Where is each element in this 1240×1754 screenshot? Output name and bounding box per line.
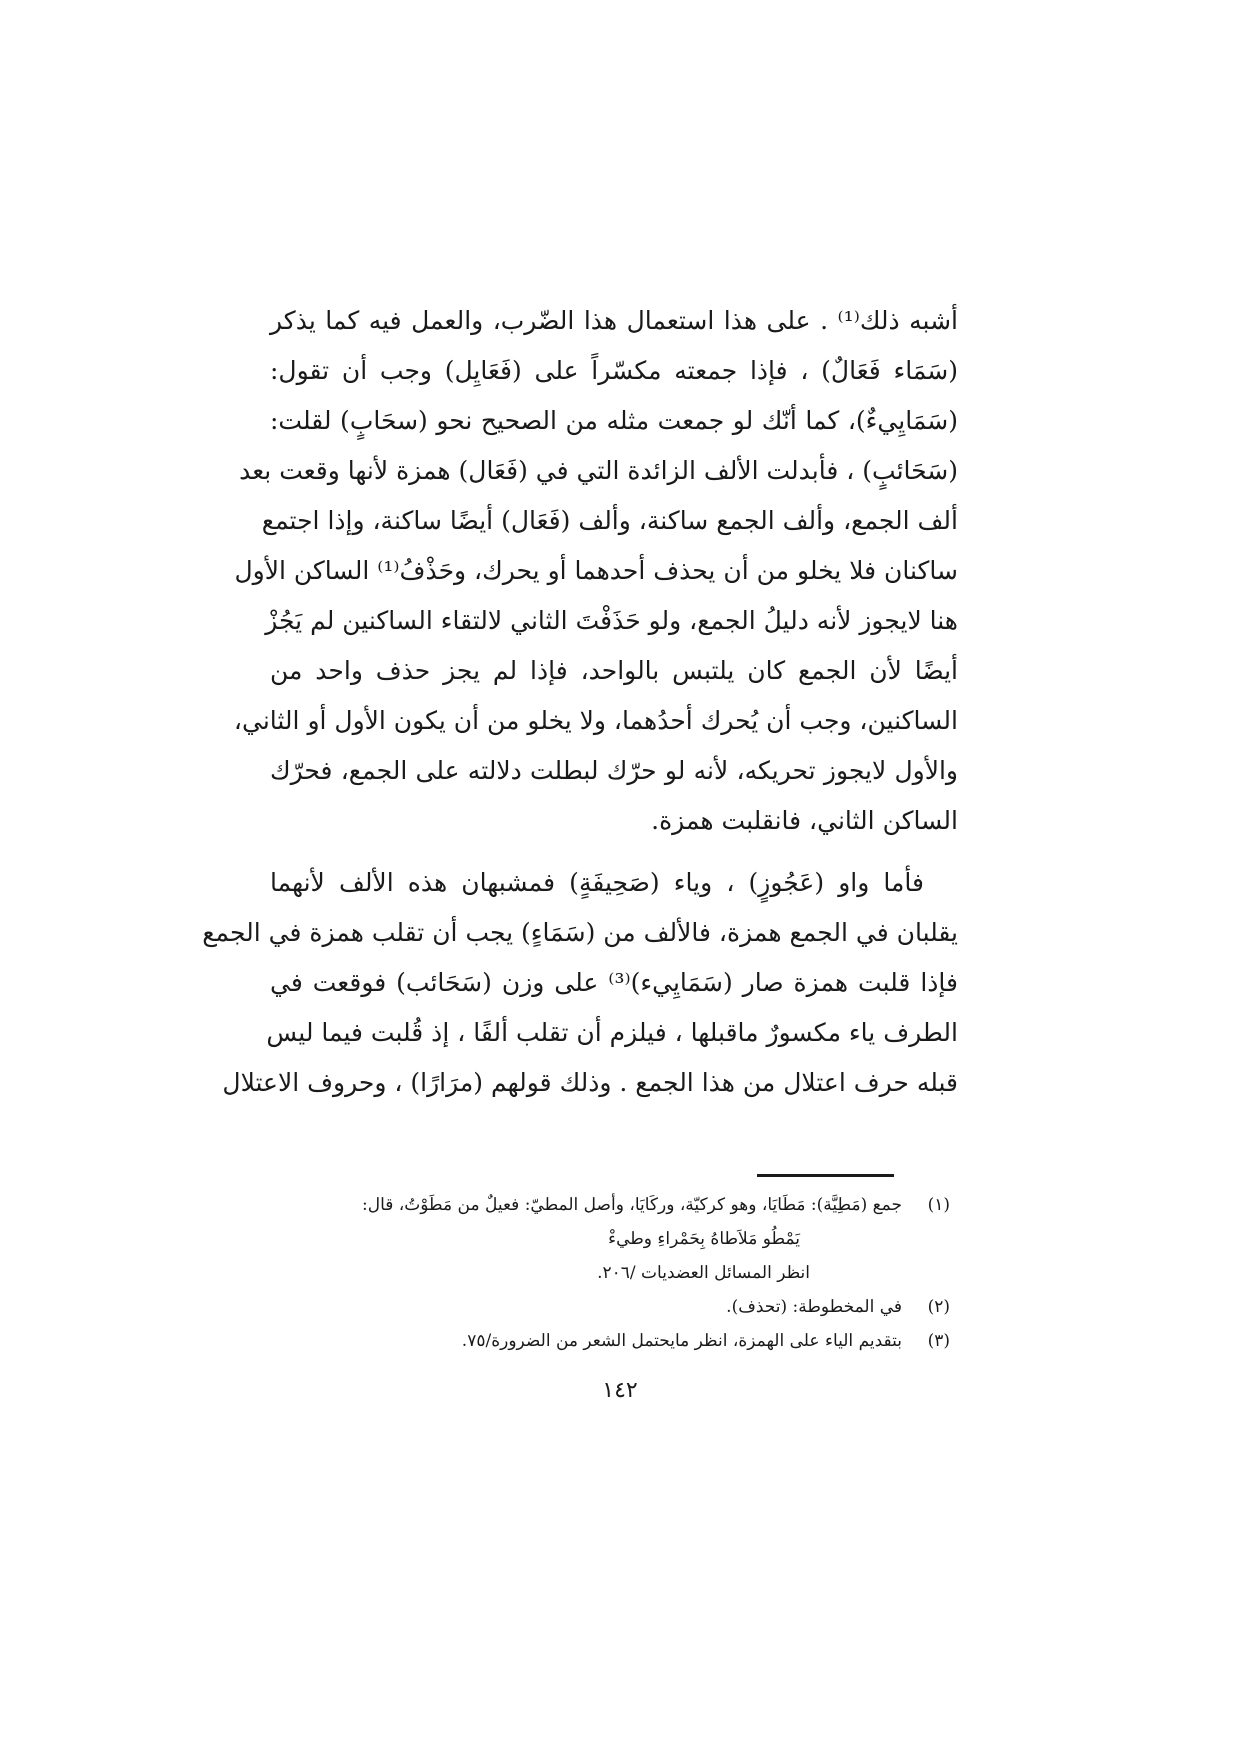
footnote-1 xyxy=(300,1188,950,1222)
footnote-verse: يَمْطُو مَلاَطاهُ بِحَمْراءِ وطيءْ xyxy=(608,1229,800,1249)
paragraph-end-line: الساكن الثاني، فانقلبت همزة. xyxy=(651,806,958,835)
text-line: هنا لايجوز لأنه دليلُ الجمع، ولو حَذَفْتَ الثاني لالتقاء الساكنين لم يَجُزْ xyxy=(265,606,958,635)
text-line: يقلبان في الجمع همزة، فالألف من (سَمَاءٍ) يجب أن تقلب همزة في الجمع xyxy=(202,918,958,947)
footnote-divider xyxy=(757,1174,894,1177)
footnote-number: (٢) xyxy=(927,1297,950,1317)
footnote-3 xyxy=(300,1324,950,1358)
footnote-reference: انظر المسائل العضديات /٢٠٦. xyxy=(597,1263,810,1283)
text-line: فإذا قلبت همزة صار (سَمَايِيء)⁽³⁾ على وزن (سَحَائب) فوقعت في xyxy=(270,968,958,997)
text-line: قبله حرف اعتلال من هذا الجمع . وذلك قولهم (مرَارًا) ، وحروف الاعتلال xyxy=(222,1068,958,1097)
page-number: ١٤٢ xyxy=(602,1378,638,1403)
text-line: ألف الجمع، وألف الجمع ساكنة، وألف (فَعَال) أيضًا ساكنة، وإذا اجتمع xyxy=(261,506,958,535)
footnotes xyxy=(300,1188,950,1358)
footnote-text: بتقديم الياء على الهمزة، انظر مايحتمل الشعر من الضرورة/٧٥. xyxy=(461,1331,902,1351)
text-line: الساكنين، وجب أن يُحرك أحدُهما، ولا يخلو من أن يكون الأول أو الثاني، xyxy=(233,706,958,735)
text-line: والأول لايجوز تحريكه، لأنه لو حرّك لبطلت دلالته على الجمع، فحرّك xyxy=(270,756,958,785)
paragraph-start-line: فأما واو (عَجُوزٍ) ، وياء (صَحِيفَةٍ) فمشبهان هذه الألف لأنهما xyxy=(270,868,924,897)
text-line: (سَمَايِيءٌ)، كما أنّك لو جمعت مثله من الصحيح نحو (سحَابٍ) لقلت: xyxy=(270,406,958,435)
footnote-number: (٣) xyxy=(927,1331,950,1351)
main-text xyxy=(202,296,958,1108)
text-line: ساكنان فلا يخلو من أن يحذف أحدهما أو يحرك، وحَذْفُ⁽¹⁾ الساكن الأول xyxy=(234,556,958,585)
text-line: (سَحَائبٍ) ، فأبدلت الألف الزائدة التي في (فَعَال) همزة لأنها وقعت بعد xyxy=(239,456,958,485)
text-line: أيضًا لأن الجمع كان يلتبس بالواحد، فإذا لم يجز حذف واحد من xyxy=(270,656,958,685)
footnote-text: في المخطوطة: (تحذف). xyxy=(726,1297,902,1317)
text-line: أشبه ذلك⁽¹⁾ . على هذا استعمال هذا الضّرب، والعمل فيه كما يذكر xyxy=(270,306,958,335)
footnote-number: (١) xyxy=(927,1195,950,1215)
text-line: (سَمَاء فَعَالٌ) ، فإذا جمعته مكسّراً على (فَعَايِل) وجب أن تقول: xyxy=(270,356,958,385)
text-line: الطرف ياء مكسورٌ ماقبلها ، فيلزم أن تقلب ألفًا ، إذ قُلبت فيما ليس xyxy=(266,1018,958,1047)
footnote-2 xyxy=(300,1290,950,1324)
footnote-text: جمع (مَطِيَّة): مَطَايَا، وهو كركيّة، وركَايَا، وأصل المطيّ: فعيلٌ من مَطَوْتُ، قال: xyxy=(362,1195,902,1215)
